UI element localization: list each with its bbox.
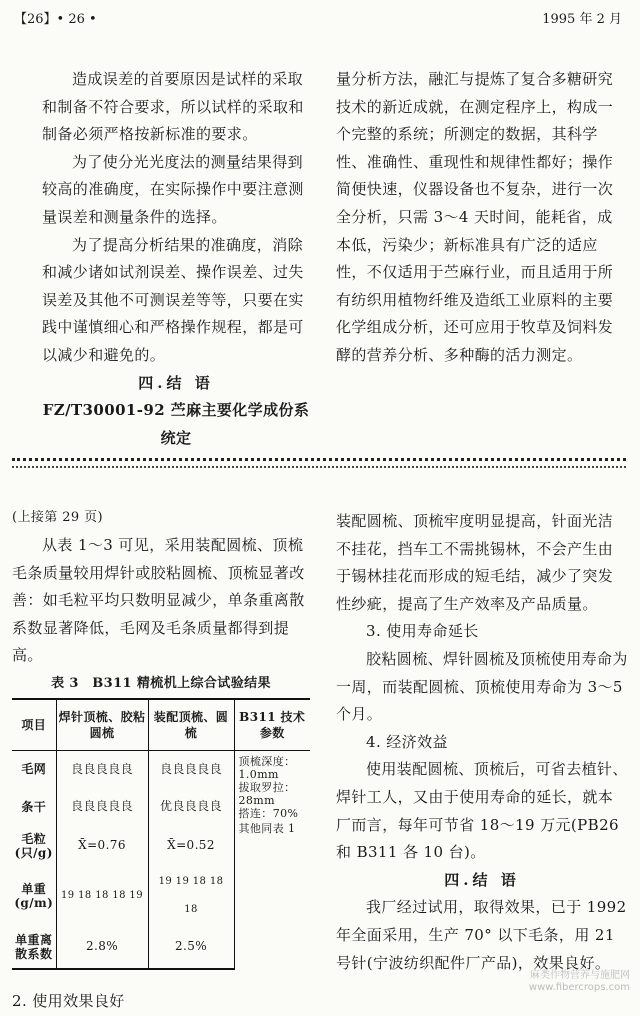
row-label: 毛粒(只/g) xyxy=(14,832,53,861)
paragraph: 从表 1～3 可见，采用装配圆梳、顶梳毛条质量较用焊针或胶粘圆梳、顶梳显著改善：如毛粒平均只数明显减少，单条重离散系数显著降低，毛网及毛条质量都得到提高。 xyxy=(12,536,305,665)
table-row xyxy=(12,750,310,788)
bottom-right-column xyxy=(336,508,628,977)
section-divider xyxy=(12,458,626,463)
table-cell: 19 19 18 18 18 xyxy=(148,866,234,925)
table-cell: X̄=0.52 xyxy=(148,826,234,866)
watermark-line: 麻类作物营养与施肥网 xyxy=(530,970,630,981)
results-table xyxy=(12,698,310,971)
standard-title: FZ/T30001-92 苎麻主要化学成份系统定 xyxy=(42,401,310,447)
subheading: 2. 使用效果良好 xyxy=(12,992,125,1011)
paragraph: 胶粘圆梳、焊针圆梳及顶梳使用寿命为一周，而装配圆梳、顶梳使用寿命为 3～5 个月。 xyxy=(336,649,628,724)
paragraph: 装配圆梳、顶梳牢度明显提高，针面光洁不挂花，挡车工不需挑锡林，不会产生由于锡林挂花而形成的短毛结，减少了突发性纱疵，提高了生产效率及产品质量。 xyxy=(336,512,614,613)
paragraph: 使用装配圆梳、顶梳后，可省去植针、焊针工人，又由于使用寿命的延长，就本厂而言，每年可节省 18～19 万元(PB26 和 B311 各 10 台)。 xyxy=(336,760,628,862)
row-label: 单重(g/m) xyxy=(14,881,54,910)
parameter-line: 拔取罗拉：28mm xyxy=(238,780,296,807)
section-divider xyxy=(12,466,626,468)
table-header: 项目 xyxy=(12,699,56,751)
issue-date: 1995 年 2 月 xyxy=(542,12,622,27)
parameter-line: 其他同表 1 xyxy=(238,821,296,835)
table-cell: 良良良良良 xyxy=(148,750,234,788)
paragraph: 为了使分光光度法的测量结果得到较高的准确度，在实际操作中要注意测量误差和测量条件的选择。 xyxy=(42,152,304,226)
subheading: 4. 经济效益 xyxy=(366,732,448,751)
table-caption: 表 3 B311 精梳机上综合试验结果 xyxy=(51,675,271,691)
table-header-row xyxy=(12,699,310,751)
paragraph: 我厂经过试用，取得效果，已于 1992 年全面采用，生产 70° 以下毛条，用 21 号针(宁波纺织配件厂产品)，效果良好。 xyxy=(336,898,627,972)
page-number: 【26】• 26 • xyxy=(14,12,97,27)
bottom-left-column xyxy=(12,508,310,1016)
table-cell: X̄=0.76 xyxy=(56,826,148,866)
top-left-column xyxy=(42,66,310,452)
table-cell: 2.5% xyxy=(148,925,234,969)
top-right-column xyxy=(336,66,622,370)
section-heading: 四.结 语 xyxy=(138,373,214,392)
table-cell: 2.8% xyxy=(56,925,148,969)
continued-note: (上接第 29 页) xyxy=(12,510,103,525)
row-label: 毛网 xyxy=(21,762,47,777)
table-header: B311 技术参数 xyxy=(234,699,310,751)
subheading: 3. 使用寿命延长 xyxy=(366,622,479,641)
paragraph: 量分析方法，融汇与提炼了复合多糖研究技术的新近成就，在测定程序上，构成一个完整的系统；所测定的数据，其科学性、准确性、重现性和规律性都好；操作简便快速，仪器设备也不复杂，进行一次全分析，只需 3～4 天时间，能耗省，成本低，污染少；新标准具有广泛的适应性，不仅适用于苎麻行业，而且适用于所有纺织用植物纤维及造纸工业原料的主要化学组成分析，还可应用于牧草及饲料发酵的营养分析、多种酶的活力测定。 xyxy=(336,70,614,364)
table-header: 焊针顶梳、胶粘圆梳 xyxy=(56,699,148,751)
parameter-cell xyxy=(234,750,310,969)
table-cell: 良良良良良 xyxy=(56,750,148,788)
parameter-line: 搭连：70% xyxy=(238,806,299,820)
section-heading: 四.结 语 xyxy=(444,870,520,889)
paragraph: 为了提高分析结果的准确度，消除和减少诸如试剂误差、操作误差、过失误差及其他不可测误差等等，只要在实践中谨慎细心和严格操作规程，都是可以减少和避免的。 xyxy=(42,235,304,364)
row-label: 条干 xyxy=(21,800,47,815)
table-cell: 19 18 18 18 19 xyxy=(56,866,148,925)
table-cell: 优良良良良 xyxy=(148,788,234,826)
watermark-line: www.fibercrops.com xyxy=(528,982,630,993)
table-header: 装配顶梳、圆梳 xyxy=(148,699,234,751)
row-label: 单重离散系数 xyxy=(12,925,56,969)
table-cell: 良良良良良 xyxy=(56,788,148,826)
parameter-line: 顶梳深度：1.0mm xyxy=(238,754,296,781)
site-watermark xyxy=(529,970,630,994)
paragraph: 造成误差的首要原因是试样的采取和制备不符合要求，所以试样的采取和制备必须严格按新标准的要求。 xyxy=(42,70,304,144)
